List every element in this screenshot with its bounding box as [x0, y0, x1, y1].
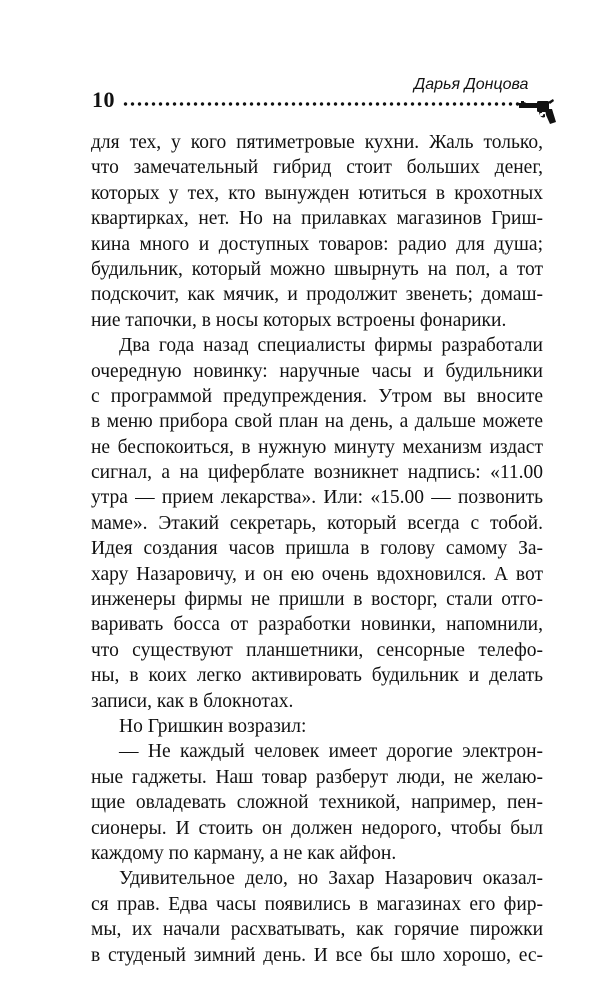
text-line: хару Назаровичу, и он ею очень вдохновился. А вот — [91, 563, 543, 585]
text-line: для тех, у кого пятиметровые кухни. Жаль только, — [91, 132, 543, 153]
page-number: 10 — [92, 87, 115, 112]
text-line: ны, в коих легко активировать будильник и делать — [91, 665, 543, 687]
body-text — [91, 130, 543, 968]
text-line: в студеный зимний день. И все бы шло хорошо, ес- — [91, 944, 543, 966]
text-line: в меню прибора свой план на день, а дальше можете — [91, 411, 543, 433]
running-header — [0, 0, 605, 130]
text-line: очередную новинку: наручные часы и будильники — [91, 360, 543, 382]
text-line: Удивительное дело, но Захар Назарович оказал- — [119, 868, 543, 890]
text-line: подскочит, как мячик, и продолжит звенеть; домаш- — [91, 284, 543, 306]
text-line: ся прав. Едва часы появились в магазинах его фир- — [91, 893, 543, 915]
text-line: Два года назад специалисты фирмы разработали — [119, 335, 543, 357]
text-line: записи, как в блокнотах. — [91, 690, 294, 712]
author-name: Дарья Донцова — [414, 76, 529, 93]
text-line: не беспокоиться, в нужную минуту механизм издаст — [91, 436, 543, 458]
text-line: мы, их начали расхватывать, как горячие пирожки — [91, 919, 543, 941]
text-line: каждому по карману, а не как айфон. — [91, 842, 397, 864]
text-line: варивать босса от разработки новинки, напомнили, — [91, 614, 543, 636]
text-line: Идея создания часов пришла в голову самому За- — [91, 538, 543, 560]
text-line: что замечательный гибрид стоит больших денег, — [91, 157, 543, 179]
text-line: будильник, который можно швырнуть на пол, а тот — [91, 258, 543, 280]
revolver-icon — [519, 99, 557, 125]
text-line: Но Гришкин возразил: — [119, 715, 307, 737]
text-line: маме». Этакий секретарь, который всегда с тобой. — [91, 512, 543, 534]
text-line: инженеры фирмы не пришли в восторг, стали отго- — [91, 589, 543, 611]
text-line: сигнал, а на циферблате возникнет надпись: «11.00 — [91, 462, 543, 484]
text-line: — Не каждый человек имеет дорогие электрон- — [119, 741, 543, 763]
text-line: которых у тех, кто вынужден ютиться в крохотных — [91, 182, 543, 204]
dot-leader — [122, 101, 526, 107]
text-line: сионеры. И стоить он должен недорого, чтобы был — [91, 817, 543, 839]
text-line: что существуют планшетники, сенсорные телефо- — [91, 639, 543, 661]
text-line: ные гаджеты. Наш товар разберут люди, не желаю- — [91, 766, 543, 788]
text-line: утра — прием лекарства». Или: «15.00 — позвонить — [91, 487, 543, 509]
text-line: квартирках, нет. Но на прилавках магазинов Гриш- — [91, 208, 543, 230]
text-line: с программой предупреждения. Утром вы вносите — [91, 385, 543, 407]
text-line: кина много и доступных товаров: радио для душа; — [91, 233, 543, 255]
text-line: щие овладевать сложной техникой, например, пен- — [91, 792, 543, 814]
text-line: ние тапочки, в носы которых встроены фонарики. — [91, 309, 507, 331]
